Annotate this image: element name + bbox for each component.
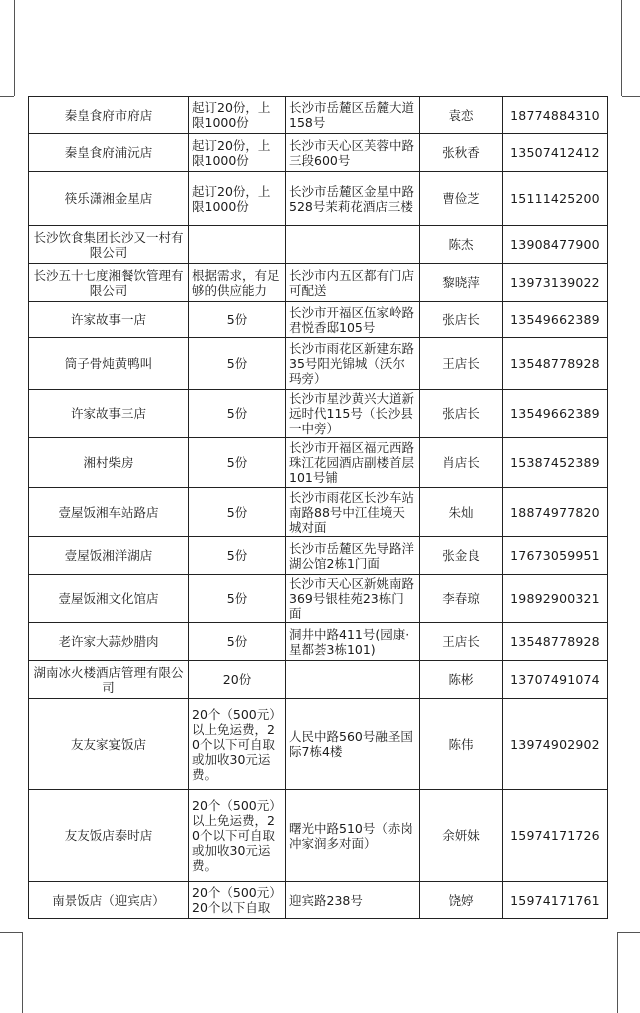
table-row xyxy=(29,488,608,537)
crop-mark-top-right xyxy=(621,0,640,96)
restaurant-name: 许家故事一店 xyxy=(29,302,189,338)
order-quantity: 5份 xyxy=(189,575,286,623)
table-row xyxy=(29,438,608,488)
contact-person: 张店长 xyxy=(420,302,503,338)
contact-person: 朱灿 xyxy=(420,488,503,537)
order-quantity xyxy=(189,226,286,264)
order-quantity: 20个（500元）以上免运费，20个以下可自取或加收30元运费。 xyxy=(189,699,286,790)
crop-mark-bottom-right-v xyxy=(617,932,618,1013)
contact-person: 张金良 xyxy=(420,537,503,575)
restaurant-name: 友友饭店泰时店 xyxy=(29,790,189,882)
address: 长沙市内五区都有门店可配送 xyxy=(286,264,420,302)
address: 长沙市岳麓区岳麓大道158号 xyxy=(286,97,420,134)
contact-person: 陈伟 xyxy=(420,699,503,790)
restaurant-name: 南景饭店（迎宾店） xyxy=(29,882,189,919)
order-quantity: 起订20份，上限1000份 xyxy=(189,97,286,134)
contact-person: 陈彬 xyxy=(420,661,503,699)
table-row xyxy=(29,302,608,338)
table-row xyxy=(29,172,608,226)
address: 迎宾路238号 xyxy=(286,882,420,919)
address: 长沙市星沙黄兴大道新远时代115号（长沙县一中旁） xyxy=(286,390,420,438)
order-quantity: 5份 xyxy=(189,390,286,438)
address: 人民中路560号融圣国际7栋4楼 xyxy=(286,699,420,790)
contact-person: 袁恋 xyxy=(420,97,503,134)
phone-number: 15111425200 xyxy=(503,172,608,226)
order-quantity: 20个（500元）20个以下自取 xyxy=(189,882,286,919)
phone-number: 15974171726 xyxy=(503,790,608,882)
crop-mark-top-left-h xyxy=(0,96,14,97)
table-row xyxy=(29,661,608,699)
order-quantity: 起订20份，上限1000份 xyxy=(189,172,286,226)
order-quantity: 5份 xyxy=(189,302,286,338)
table-row xyxy=(29,790,608,882)
restaurant-name: 壹屋饭湘文化馆店 xyxy=(29,575,189,623)
contact-person: 余妍妹 xyxy=(420,790,503,882)
address: 长沙市天心区芙蓉中路三段600号 xyxy=(286,134,420,172)
phone-number: 13507412412 xyxy=(503,134,608,172)
restaurant-name: 秦皇食府浦沅店 xyxy=(29,134,189,172)
contact-person: 张店长 xyxy=(420,390,503,438)
phone-number: 17673059951 xyxy=(503,537,608,575)
phone-number: 13548778928 xyxy=(503,338,608,390)
crop-mark-bottom-left xyxy=(0,932,22,933)
order-quantity: 5份 xyxy=(189,537,286,575)
address: 长沙市岳麓区先导路洋湖公馆2栋1门面 xyxy=(286,537,420,575)
contact-person: 曹俭芝 xyxy=(420,172,503,226)
address: 长沙市岳麓区金星中路528号茉莉花酒店三楼 xyxy=(286,172,420,226)
contact-person: 黎晓萍 xyxy=(420,264,503,302)
phone-number: 19892900321 xyxy=(503,575,608,623)
order-quantity: 5份 xyxy=(189,488,286,537)
contact-person: 肖店长 xyxy=(420,438,503,488)
address: 长沙市开福区福元西路珠江花园酒店副楼首层101号铺 xyxy=(286,438,420,488)
restaurant-name: 秦皇食府市府店 xyxy=(29,97,189,134)
contact-person: 张秋香 xyxy=(420,134,503,172)
crop-mark-top-right-h xyxy=(622,96,640,97)
address: 洞井中路411号(园康·星都荟3栋101) xyxy=(286,623,420,661)
restaurant-name: 湘村柴房 xyxy=(29,438,189,488)
restaurant-name: 友友家宴饭店 xyxy=(29,699,189,790)
table-row xyxy=(29,537,608,575)
restaurant-name: 长沙五十七度湘餐饮管理有限公司 xyxy=(29,264,189,302)
crop-mark-bottom-left-v xyxy=(22,932,23,1013)
table-row xyxy=(29,226,608,264)
order-quantity: 根据需求，有足够的供应能力 xyxy=(189,264,286,302)
phone-number: 13908477900 xyxy=(503,226,608,264)
order-quantity: 5份 xyxy=(189,438,286,488)
order-quantity: 5份 xyxy=(189,623,286,661)
order-quantity: 5份 xyxy=(189,338,286,390)
table-row xyxy=(29,575,608,623)
table-row xyxy=(29,97,608,134)
phone-number: 13973139022 xyxy=(503,264,608,302)
phone-number: 15387452389 xyxy=(503,438,608,488)
phone-number: 13707491074 xyxy=(503,661,608,699)
contact-person: 饶婷 xyxy=(420,882,503,919)
order-quantity: 起订20份，上限1000份 xyxy=(189,134,286,172)
phone-number: 13548778928 xyxy=(503,623,608,661)
restaurant-name: 许家故事三店 xyxy=(29,390,189,438)
contact-person: 王店长 xyxy=(420,338,503,390)
crop-mark-bottom-right xyxy=(618,932,640,933)
phone-number: 13549662389 xyxy=(503,302,608,338)
address: 长沙市开福区伍家岭路君悦香邸105号 xyxy=(286,302,420,338)
phone-number: 15974171761 xyxy=(503,882,608,919)
restaurant-name: 长沙饮食集团长沙又一村有限公司 xyxy=(29,226,189,264)
restaurant-name: 老许家大蒜炒腊肉 xyxy=(29,623,189,661)
phone-number: 13974902902 xyxy=(503,699,608,790)
order-quantity: 20份 xyxy=(189,661,286,699)
address xyxy=(286,661,420,699)
contact-person: 李春琼 xyxy=(420,575,503,623)
contact-person: 王店长 xyxy=(420,623,503,661)
address: 曙光中路510号（赤岗冲家润多对面） xyxy=(286,790,420,882)
address: 长沙市天心区新姚南路369号银桂苑23栋门面 xyxy=(286,575,420,623)
table-row xyxy=(29,338,608,390)
order-quantity: 20个（500元）以上免运费，20个以下可自取或加收30元运费。 xyxy=(189,790,286,882)
restaurant-name: 壹屋饭湘洋湖店 xyxy=(29,537,189,575)
table-row xyxy=(29,699,608,790)
phone-number: 18774884310 xyxy=(503,97,608,134)
address: 长沙市雨花区长沙车站南路88号中江佳境天城对面 xyxy=(286,488,420,537)
table-row xyxy=(29,264,608,302)
address xyxy=(286,226,420,264)
restaurant-name: 壹屋饭湘车站路店 xyxy=(29,488,189,537)
phone-number: 18874977820 xyxy=(503,488,608,537)
phone-number: 13549662389 xyxy=(503,390,608,438)
table-row xyxy=(29,390,608,438)
restaurant-name: 筒子骨炖黄鸭叫 xyxy=(29,338,189,390)
restaurant-name: 湖南冰火楼酒店管理有限公司 xyxy=(29,661,189,699)
contact-person: 陈杰 xyxy=(420,226,503,264)
table-row xyxy=(29,623,608,661)
table-row xyxy=(29,134,608,172)
address: 长沙市雨花区新建东路35号阳光锦城（沃尔玛旁） xyxy=(286,338,420,390)
crop-mark-top-left xyxy=(0,0,15,96)
restaurant-supply-table xyxy=(28,96,608,919)
restaurant-name: 筷乐潇湘金星店 xyxy=(29,172,189,226)
table-row xyxy=(29,882,608,919)
